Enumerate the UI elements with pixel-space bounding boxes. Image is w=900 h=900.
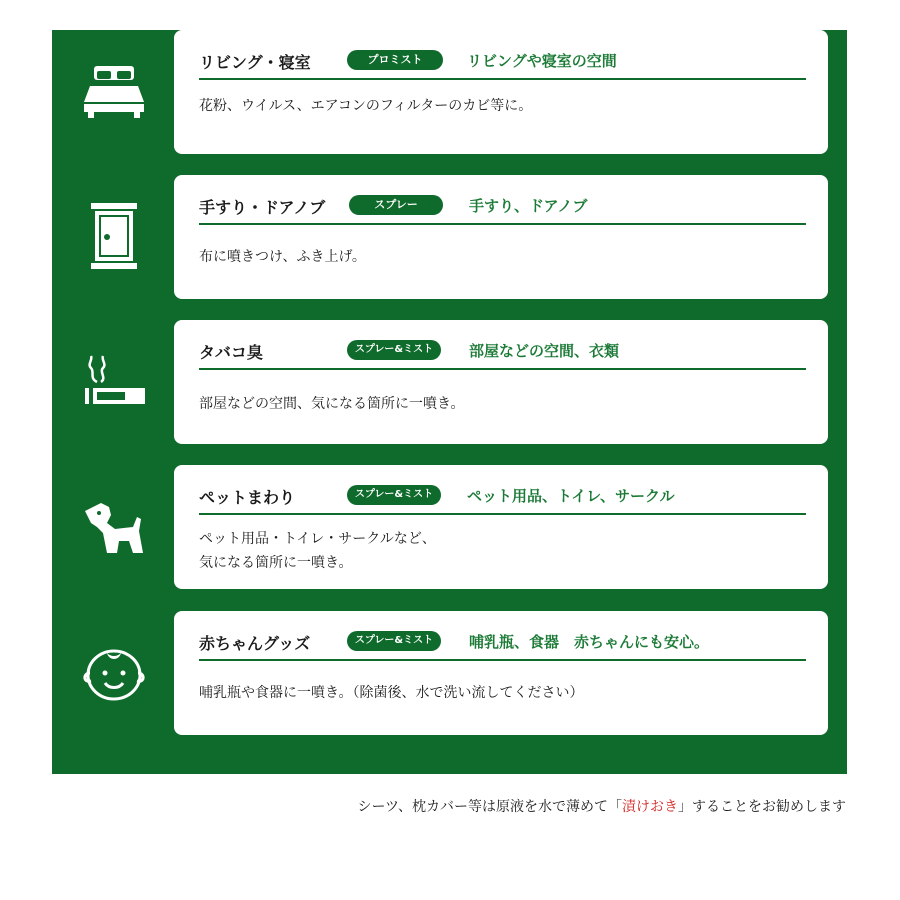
card-header [199, 479, 806, 515]
footnote [358, 796, 846, 816]
usage-targets: ペット用品、トイレ、サークル [467, 487, 675, 505]
door-icon [74, 197, 154, 277]
usage-card [174, 30, 828, 154]
usage-description: 部屋などの空間、気になる箇所に一噴き。 [199, 396, 465, 412]
method-badge: スプレー [349, 195, 443, 215]
baby-icon [74, 633, 154, 713]
usage-row-bedroom [52, 30, 847, 154]
usage-title: タバコ臭 [199, 343, 263, 362]
usage-description: 布に噴きつけ、ふき上げ。 [199, 249, 366, 265]
bed-icon [74, 52, 154, 132]
footnote-highlight: 漬けおき [622, 799, 678, 815]
cigarette-icon [74, 342, 154, 422]
usage-card [174, 465, 828, 589]
usage-targets: 手すり、ドアノブ [469, 197, 588, 215]
card-header [199, 625, 806, 661]
usage-card [174, 320, 828, 444]
footnote-text: シーツ、枕カバー等は原液を水で薄めて「 [357, 799, 622, 815]
usage-row-baby [52, 611, 847, 735]
usage-description: 哺乳瓶や食器に一噴き。（除菌後、水で洗い流してください） [199, 685, 584, 701]
card-header [199, 189, 806, 225]
usage-targets: 部屋などの空間、衣類 [469, 342, 620, 360]
usage-title: 手すり・ドアノブ [199, 198, 326, 217]
method-badge: スプレー&ミスト [347, 631, 441, 651]
usage-row-handrail [52, 175, 847, 299]
card-header [199, 334, 806, 370]
usage-card [174, 611, 828, 735]
usage-row-pet [52, 465, 847, 589]
method-badge: プロミスト [347, 50, 443, 70]
method-badge: スプレー&ミスト [347, 340, 441, 360]
dog-icon [74, 487, 154, 567]
usage-targets: 哺乳瓶、食器 赤ちゃんにも安心。 [469, 633, 710, 651]
usage-panel [52, 30, 847, 774]
usage-title: 赤ちゃんグッズ [199, 634, 311, 653]
usage-row-tobacco [52, 320, 847, 444]
usage-card [174, 175, 828, 299]
footnote-text-end: 」することをお勧めします [678, 799, 846, 815]
usage-targets: リビングや寝室の空間 [467, 52, 617, 70]
usage-title: リビング・寝室 [199, 53, 311, 72]
usage-description: 花粉、ウイルス、エアコンのフィルターのカビ等に。 [199, 98, 533, 114]
card-header [199, 44, 806, 80]
usage-title: ペットまわり [199, 488, 296, 507]
method-badge: スプレー&ミスト [347, 485, 441, 505]
usage-description: ペット用品・トイレ・サークルなど、 気になる箇所に一噴き。 [199, 531, 436, 571]
